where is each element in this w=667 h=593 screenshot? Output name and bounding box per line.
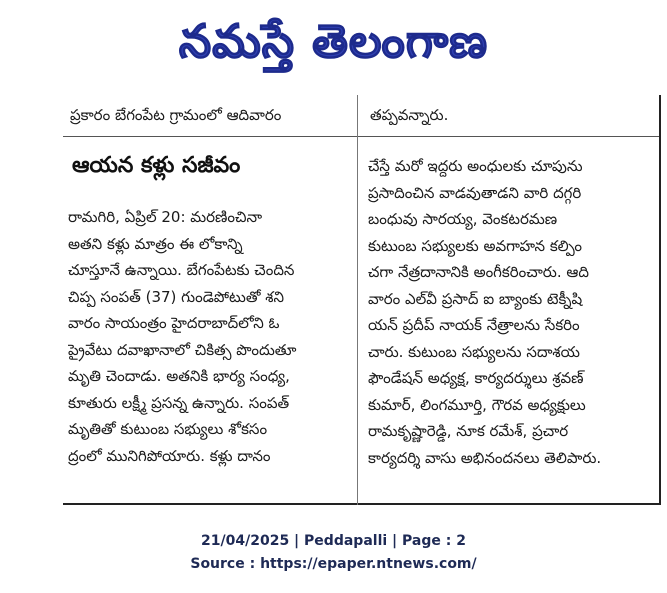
article-text-line: కుటుంబ సభ్యులకు అవగాహన కల్పిం bbox=[368, 236, 583, 255]
article-text-line: చారు. కుటుంబ సభ్యులను సదాశయ bbox=[368, 342, 580, 361]
article-text-line: వారం సాయంత్రం హైదరాబాద్‌లోని ఓ bbox=[68, 314, 280, 332]
article-body-right-column bbox=[368, 153, 654, 471]
article-text-line: చూస్తూనే ఉన్నాయి. బేగంపేటకు చెందిన bbox=[68, 261, 295, 279]
article-text-line: ప్రైవేటు దవాఖానాలో చికిత్స పొందుతూ bbox=[68, 340, 297, 359]
article-text-line: మృతితో కుటుంబ సభ్యులు శోకసం bbox=[68, 420, 268, 438]
article-text-line: రామగిరి, ఏప్రిల్ 20: మరణించినా bbox=[68, 208, 263, 226]
footer-source-link[interactable]: Source : https://epaper.ntnews.com/ bbox=[190, 556, 477, 572]
article-text-line: కార్యదర్శి వాసు అభినందనలు తెలిపారు. bbox=[368, 448, 602, 467]
article-text-line: చేస్తే మరో ఇద్దరు అంధులకు చూపును bbox=[368, 157, 583, 175]
article-text-line: కూతురు లక్ష్మీ ప్రసన్న ఉన్నారు. సంపత్ bbox=[68, 393, 290, 412]
footer-edition-info: 21/04/2025 | Peddapalli | Page : 2 bbox=[201, 533, 466, 549]
article-text-line: రామకృష్ణారెడ్డి, నూక రమేశ్, ప్రచార bbox=[368, 422, 569, 440]
article-text-line: యన్ ప్రదీప్ నాయక్ నేత్రాలను సేకరిం bbox=[368, 316, 580, 334]
article-text-line: అతని కళ్లు మాత్రం ఈ లోకాన్ని bbox=[68, 234, 243, 253]
article-text-line: వారం ఎల్‌వీ ప్రసాద్ ఐ బ్యాంకు టెక్నీషి bbox=[368, 289, 583, 308]
article-carryover-right: తప్పవన్నారు. bbox=[370, 106, 449, 124]
article-text-line: బంధువు సారయ్య, వెంకటరమణ bbox=[368, 210, 558, 228]
article-text-line: ఫౌండేషన్ అధ్యక్ష, కార్యదర్శులు శ్రవణ్ bbox=[368, 369, 584, 387]
article-text-line: చగా నేత్రదానానికి అంగీకరించారు. ఆది bbox=[368, 263, 589, 281]
masthead-logo-title: నమస్తే తెలంగాణ bbox=[178, 14, 489, 68]
article-text-line: కుమార్, లింగమూర్తి, గౌరవ అధ్యక్షులు bbox=[368, 395, 586, 414]
article-carryover-left: ప్రకారం బేగంపేట గ్రామంలో ఆదివారం bbox=[70, 106, 282, 124]
article-body-left-column bbox=[68, 204, 353, 469]
column-divider bbox=[357, 95, 358, 505]
top-divider bbox=[63, 136, 659, 137]
article-headline: ఆయన కళ్లు సజీవం bbox=[72, 153, 241, 178]
article-text-line: మృతి చెందాడు. అతనికి భార్య సంధ్య, bbox=[68, 367, 290, 385]
article-text-line: ద్రంలో మునిగిపోయారు. కళ్లు దానం bbox=[68, 446, 271, 465]
masthead bbox=[0, 0, 667, 84]
article-text-line: ప్రసాదించిన వాడవుతాడని వారి దగ్గరి bbox=[368, 183, 582, 202]
article-text-line: చిప్ప సంపత్ (37) గుండెపోటుతో శని bbox=[68, 287, 285, 306]
